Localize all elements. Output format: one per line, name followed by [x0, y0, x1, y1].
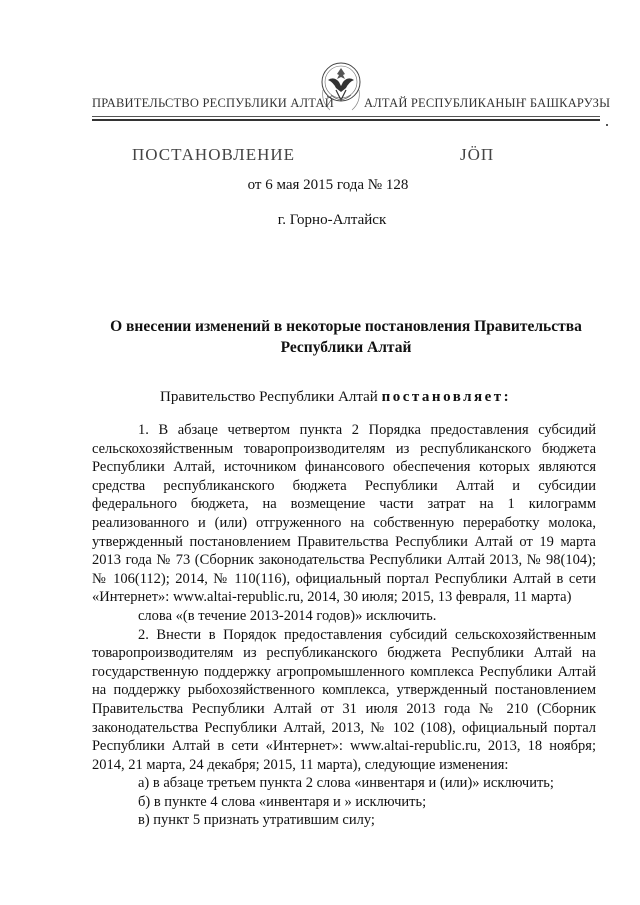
header-rule-thick — [92, 119, 600, 121]
doc-city: г. Горно-Алтайск — [277, 212, 387, 228]
header-right-text: АЛТАЙ РЕСПУБЛИКАНЫҤ БАШКАРУЗЫ — [364, 96, 611, 110]
doc-type-alt: JÖП — [460, 145, 495, 164]
decree-verb: постановляет: — [381, 389, 512, 405]
subitem-a: а) в абзаце третьем пункта 2 слова «инвентаря и (или)» исключить; — [138, 775, 554, 792]
doc-title: О внесении изменений в некоторые постановления Правительства Республики Алтай — [110, 318, 582, 356]
scan-mark — [606, 124, 608, 126]
paragraph-1: 1. В абзаце четвертом пункта 2 Порядка предоставления субсидий сельскохозяйственным товаропроизводителям из республиканского бюджета Республики Алтай, источником финансового обеспечения которых являются средства республиканского бюджета Республики Алтай и субсидии федерального бюджета, на возмещение части затрат на 1 килограмм реализованного и (или) отгруженного на собственную переработку молока, утвержденный постановлением Правительства Республики Алтай от 19 марта 2013 года № 73 (Сборник законодательства Республики Алтай 2013, № 98(104); № 106(112); 2014, № 110(116), официальный портал Республики Алтай в сети «Интернет»: www.altai-republic.ru, 2014, 30 июля; 2015, 13 февраля, 11 марта) — [92, 422, 596, 606]
doc-body — [92, 418, 596, 830]
paragraph-1-continuation: слова «(в течение 2013-2014 годов)» исключить. — [138, 607, 437, 624]
header-rule-thin — [92, 116, 600, 117]
doc-date-number: от 6 мая 2015 года № 128 — [247, 177, 409, 193]
decree-subject: Правительство Республики Алтай — [160, 389, 378, 405]
header-left-text: ПРАВИТЕЛЬСТВО РЕСПУБЛИКИ АЛТАЙ — [92, 96, 334, 110]
decree-intro — [160, 389, 511, 406]
subitem-c: в) пункт 5 признать утратившим силу; — [138, 812, 375, 829]
paragraph-2: 2. Внести в Порядок предоставления субсидий сельскохозяйственным товаропроизводителям из республиканского бюджета Республики Алтай на государственную поддержку агропромышленного комплекса Республики Алтай на поддержку рыбохозяйственного комплекса, утвержденный постановлением Правительства Республики Алтай от 31 июля 2013 года № 210 (Сборник законодательства Республики Алтай, 2013, № 102 (108), официальный портал Республики Алтай в сети «Интернет»: www.altai-republic.ru, 2013, 18 ноября; 2014, 21 марта, 24 декабря; 2015, 11 марта), следующие изменения: — [92, 626, 596, 773]
doc-type-ru: ПОСТАНОВЛЕНИЕ — [132, 145, 296, 164]
subitem-b: б) в пункте 4 слова «инвентаря и » исключить; — [138, 793, 427, 810]
